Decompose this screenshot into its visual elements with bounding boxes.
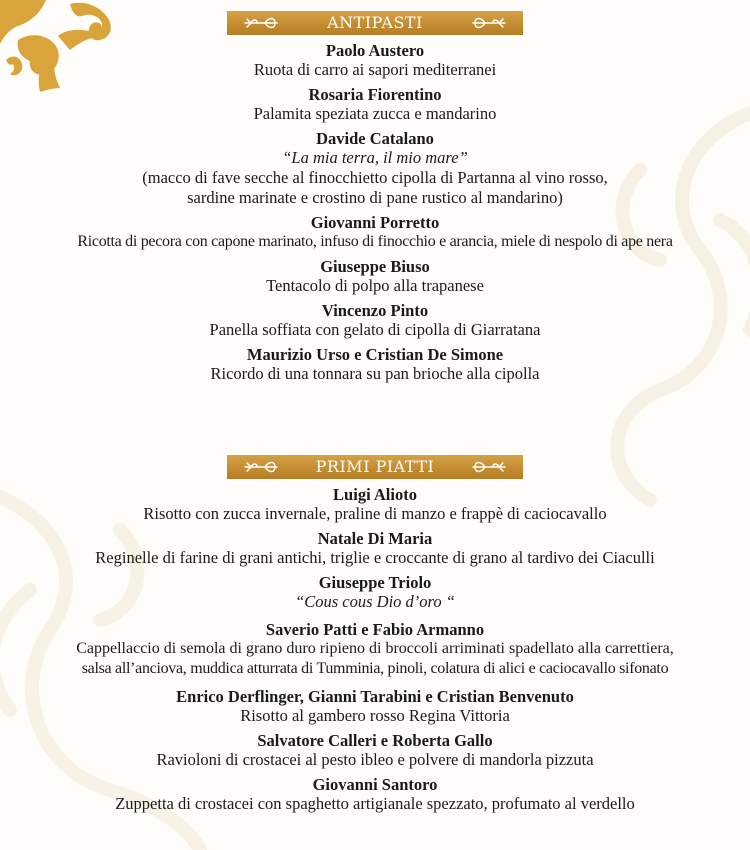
dish-description: sardine marinate e crostino di pane rustico al mandarino)	[187, 188, 563, 207]
dish-description: Reginelle di farine di grani antichi, triglie e croccante di grano al tardivo dei Ciaculli	[95, 548, 655, 567]
flourish-icon	[243, 459, 279, 475]
section-title: ANTIPASTI	[327, 13, 423, 32]
chef-name: Giuseppe Biuso	[320, 257, 430, 276]
dish-title: “Cous cous Dio d’oro “	[295, 592, 455, 611]
chef-name: Maurizio Urso e Cristian De Simone	[246, 345, 504, 364]
menu-entry	[0, 41, 750, 80]
flourish-icon	[471, 459, 507, 475]
dish-description: (macco di fave secche al finocchietto cipolla di Partanna al vino rosso,	[142, 168, 608, 187]
menu-entry	[0, 213, 750, 252]
chef-name: Giovanni Santoro	[312, 775, 438, 794]
dish-description: Palamita speziata zucca e mandarino	[253, 104, 497, 123]
dish-description: Risotto al gambero rosso Regina Vittoria	[240, 706, 510, 725]
chef-name: Vincenzo Pinto	[321, 301, 429, 320]
menu-entry	[0, 345, 750, 384]
menu-entry	[0, 129, 750, 208]
menu-entry	[0, 85, 750, 124]
dish-description: Ruota di carro ai sapori mediterranei	[253, 60, 497, 79]
chef-name: Natale Di Maria	[317, 529, 433, 548]
section-antipasti	[0, 11, 750, 389]
chef-name: Luigi Alioto	[333, 485, 417, 504]
chef-name: Giuseppe Triolo	[318, 573, 432, 592]
chef-name: Davide Catalano	[316, 129, 434, 148]
section-title: PRIMI PIATTI	[315, 457, 435, 476]
menu-entry	[0, 529, 750, 568]
menu-entry	[0, 301, 750, 340]
flourish-icon	[471, 15, 507, 31]
dish-description: Panella soffiata con gelato di cipolla di Giarratana	[209, 320, 541, 339]
chef-name: Saverio Patti e Fabio Armanno	[265, 620, 485, 639]
dish-description: Ricotta di pecora con capone marinato, infuso di finocchio e arancia, miele di nespolo di ape nera	[77, 233, 673, 250]
chef-name: Paolo Austero	[325, 41, 425, 60]
flourish-icon	[243, 15, 279, 31]
menu-entry	[0, 257, 750, 296]
menu-entry	[0, 485, 750, 524]
dish-title: “La mia terra, il mio mare”	[282, 148, 468, 167]
menu-entry	[0, 573, 750, 612]
section-banner	[227, 11, 523, 35]
dish-description: Ricordo di una tonnara su pan brioche alla cipolla	[210, 364, 540, 383]
dish-description: salsa all’anciova, muddica atturrata di Tumminia, pinoli, colatura di alici e caciocavallo sifonato	[81, 660, 669, 677]
dish-description: Ravioloni di crostacei al pesto ibleo e polvere di mandorla pizzuta	[156, 750, 594, 769]
section-banner	[227, 455, 523, 479]
dish-description: Tentacolo di polpo alla trapanese	[266, 276, 484, 295]
dish-description: Zuppetta di crostacei con spaghetto artigianale spezzato, profumato al verdello	[115, 794, 635, 813]
chef-name: Rosaria Fiorentino	[308, 85, 442, 104]
chef-name: Giovanni Porretto	[310, 213, 440, 232]
section-primi-piatti	[0, 455, 750, 819]
chef-name: Enrico Derflinger, Gianni Tarabini e Cristian Benvenuto	[176, 687, 574, 706]
menu-entry	[0, 775, 750, 814]
chef-name: Salvatore Calleri e Roberta Gallo	[257, 731, 493, 750]
dish-description: Cappellaccio di semola di grano duro ripieno di broccoli arriminati spadellato alla carrettiera,	[76, 640, 674, 657]
menu-entry	[0, 620, 750, 679]
dish-description: Risotto con zucca invernale, praline di manzo e frappè di caciocavallo	[143, 504, 607, 523]
menu-entry	[0, 687, 750, 726]
menu-entry	[0, 731, 750, 770]
